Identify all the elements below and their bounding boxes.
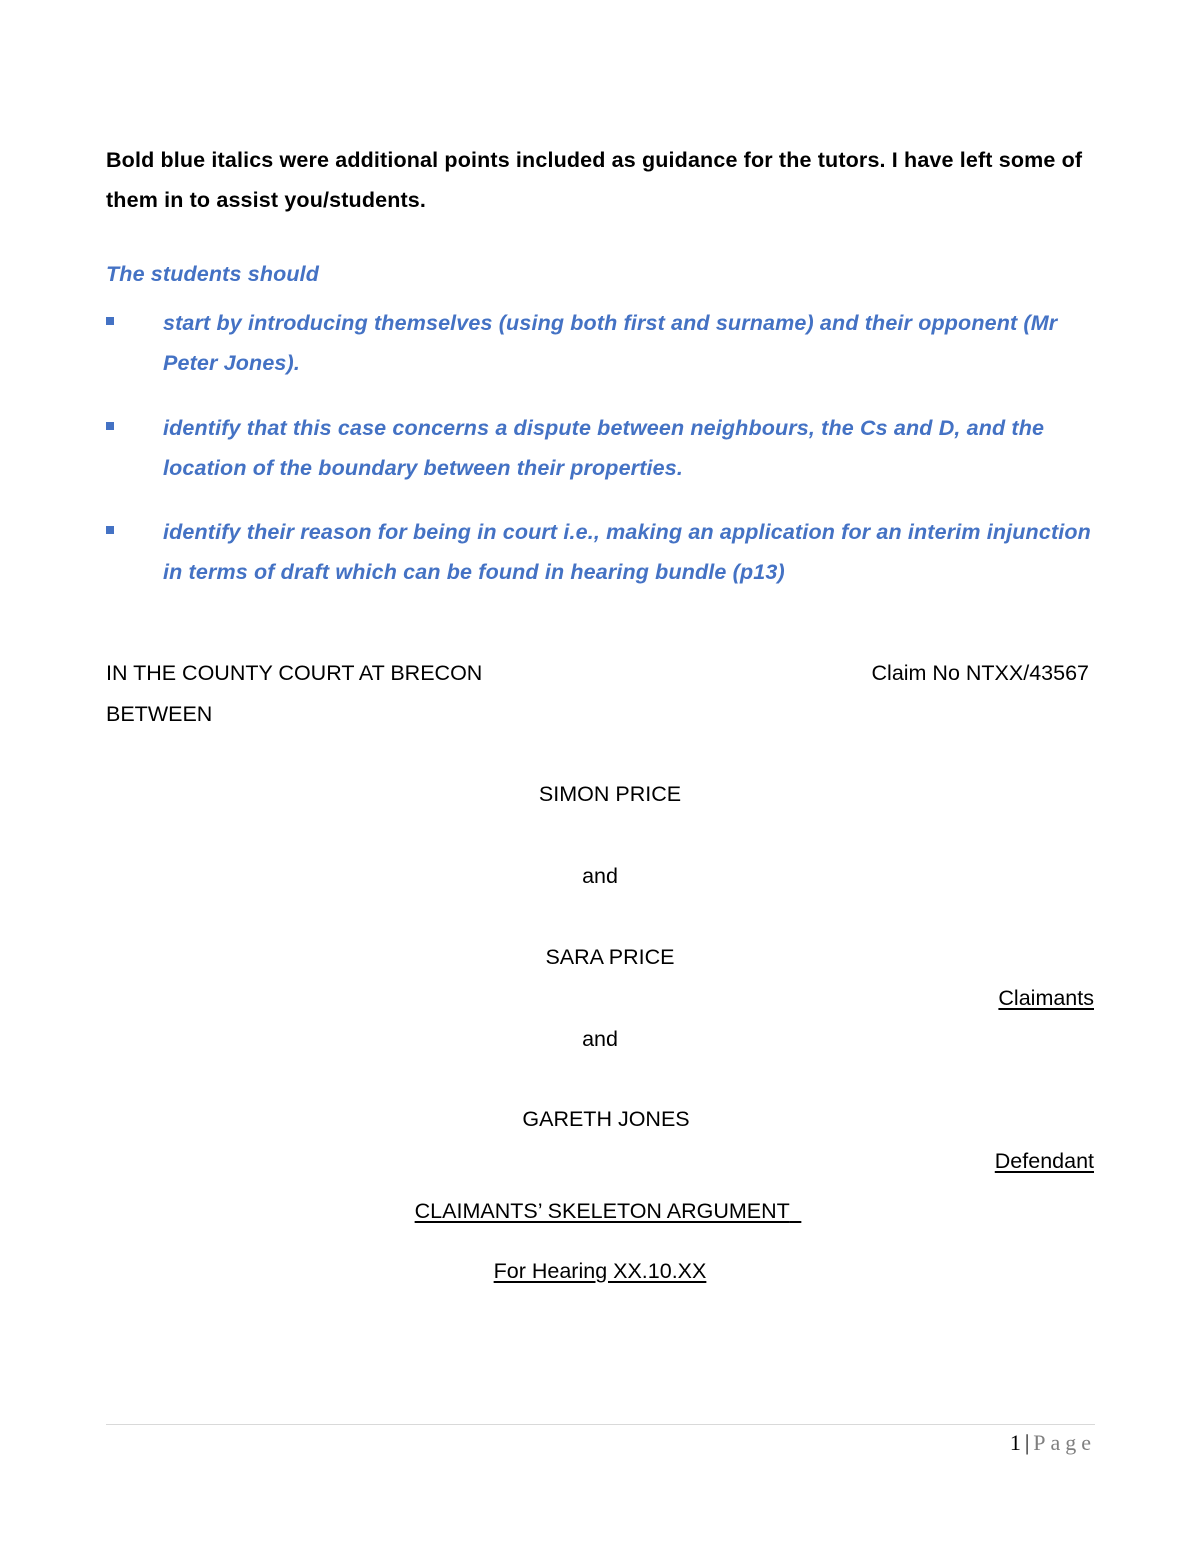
hearing-date <box>0 1257 1200 1285</box>
claim-number: Claim No NTXX/43567 <box>871 661 1089 685</box>
document-title-text: CLAIMANTS’ SKELETON ARGUMENT <box>414 1199 790 1223</box>
square-bullet-icon <box>106 526 114 534</box>
and-separator: and <box>582 1027 618 1051</box>
guidance-bullet-text: start by introducing themselves (using both first and surname) and their opponent (Mr Peter Jones). <box>163 311 1058 375</box>
between-label: BETWEEN <box>106 702 213 726</box>
claimant-2-name: SARA PRICE <box>545 945 675 969</box>
footer-separator: | <box>1024 1430 1030 1455</box>
defendant-label: Defendant <box>994 1149 1094 1173</box>
intro-paragraph: Bold blue italics were additional points included as guidance for the tutors. I have left some of them in to assist you/students. <box>106 148 1083 212</box>
page-number: 1 <box>1009 1430 1021 1455</box>
page-label: Page <box>1033 1430 1096 1455</box>
defendant-name: GARETH JONES <box>522 1107 690 1131</box>
document-title <box>8 1197 1200 1225</box>
claimants-label: Claimants <box>998 986 1094 1010</box>
footer-divider <box>106 1424 1095 1425</box>
square-bullet-icon <box>106 422 114 430</box>
and-separator: and <box>582 864 618 888</box>
square-bullet-icon <box>106 317 114 325</box>
page-footer <box>1010 1428 1096 1458</box>
guidance-bullet-text: identify that this case concerns a dispute between neighbours, the Cs and D, and the location of the boundary between their properties. <box>163 416 1045 480</box>
court-name: IN THE COUNTY COURT AT BRECON <box>106 661 483 685</box>
hearing-date-text: For Hearing XX.10.XX <box>493 1259 707 1283</box>
guidance-bullet-text: identify their reason for being in court i.e., making an application for an interim injunction in terms of draft which can be found in hearing bundle (p13) <box>163 520 1091 584</box>
claimant-1-name: SIMON PRICE <box>538 782 682 806</box>
guidance-heading: The students should <box>106 262 320 286</box>
